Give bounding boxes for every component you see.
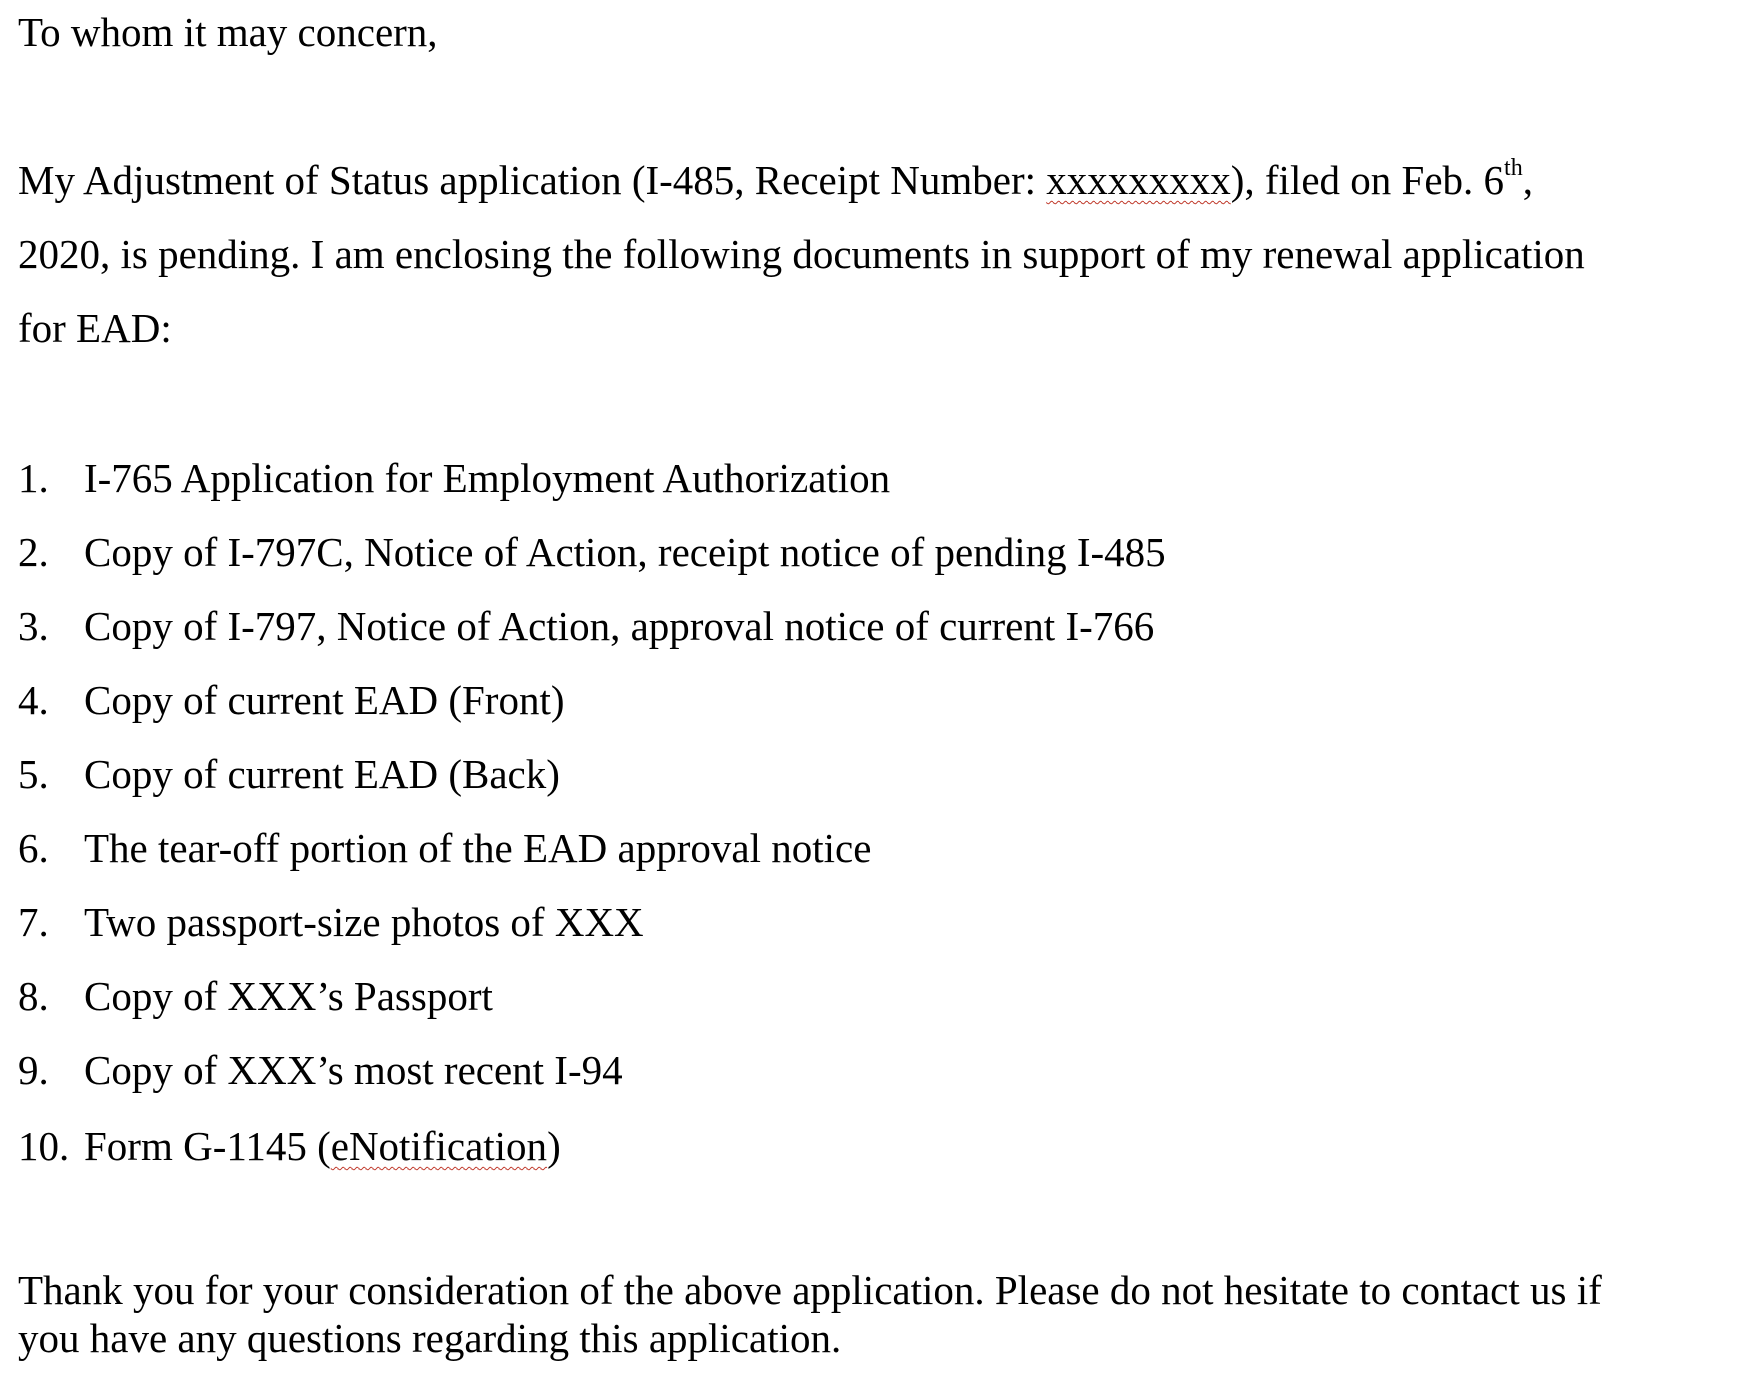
salutation: To whom it may concern, [18,9,438,55]
list-item-3 [18,603,1155,649]
list-item-8 [18,973,493,1019]
list-item-text-before: Form G-1145 ( [84,1123,331,1169]
list-item-7 [18,899,644,945]
list-item-text: Copy of current EAD (Front) [84,677,565,723]
ordinal-suffix: th [1504,155,1523,181]
intro-text-2: ), filed on Feb. 6 [1230,157,1505,203]
list-item-9 [18,1047,623,1093]
intro-line-2: 2020, is pending. I am enclosing the following documents in support of my renewal application [18,231,1585,277]
intro-line-1 [18,155,1533,203]
list-item-number: 1. [18,455,49,501]
list-item-text: Two passport-size photos of XXX [84,899,644,945]
intro-line-3: for EAD: [18,305,172,351]
list-item-5 [18,751,560,797]
list-item-text: Copy of XXX’s most recent I-94 [84,1047,623,1093]
list-item-2 [18,529,1166,575]
closing-line-2: you have any questions regarding this application. [18,1315,842,1361]
intro-text-3: , [1522,157,1533,203]
list-item-number: 6. [18,825,49,871]
list-item-number: 8. [18,973,49,1019]
list-item-text: The tear-off portion of the EAD approval notice [84,825,872,871]
list-item-text: Copy of XXX’s Passport [84,973,493,1019]
enotification-text: eNotification [330,1123,548,1169]
list-item-text: I-765 Application for Employment Authorization [84,455,891,501]
list-item-4 [18,677,565,723]
list-item-number: 3. [18,603,49,649]
list-item-6 [18,825,872,871]
list-item-text: Copy of I-797C, Notice of Action, receipt notice of pending I-485 [84,529,1166,575]
list-item-1 [18,455,891,501]
list-item-number: 10. [18,1123,70,1169]
closing-line-1: Thank you for your consideration of the above application. Please do not hesitate to contact us if [18,1267,1602,1313]
list-item-number: 2. [18,529,49,575]
list-item-number: 4. [18,677,49,723]
list-item-number: 7. [18,899,49,945]
list-item-10 [18,1123,561,1169]
intro-text-1: My Adjustment of Status application (I-485, Receipt Number: [18,157,1047,203]
list-item-text-after: ) [547,1123,561,1169]
list-item-number: 9. [18,1047,49,1093]
list-item-number: 5. [18,751,49,797]
receipt-number: xxxxxxxxx [1046,157,1231,203]
list-item-text: Copy of I-797, Notice of Action, approval notice of current I-766 [84,603,1155,649]
list-item-text: Copy of current EAD (Back) [84,751,560,797]
